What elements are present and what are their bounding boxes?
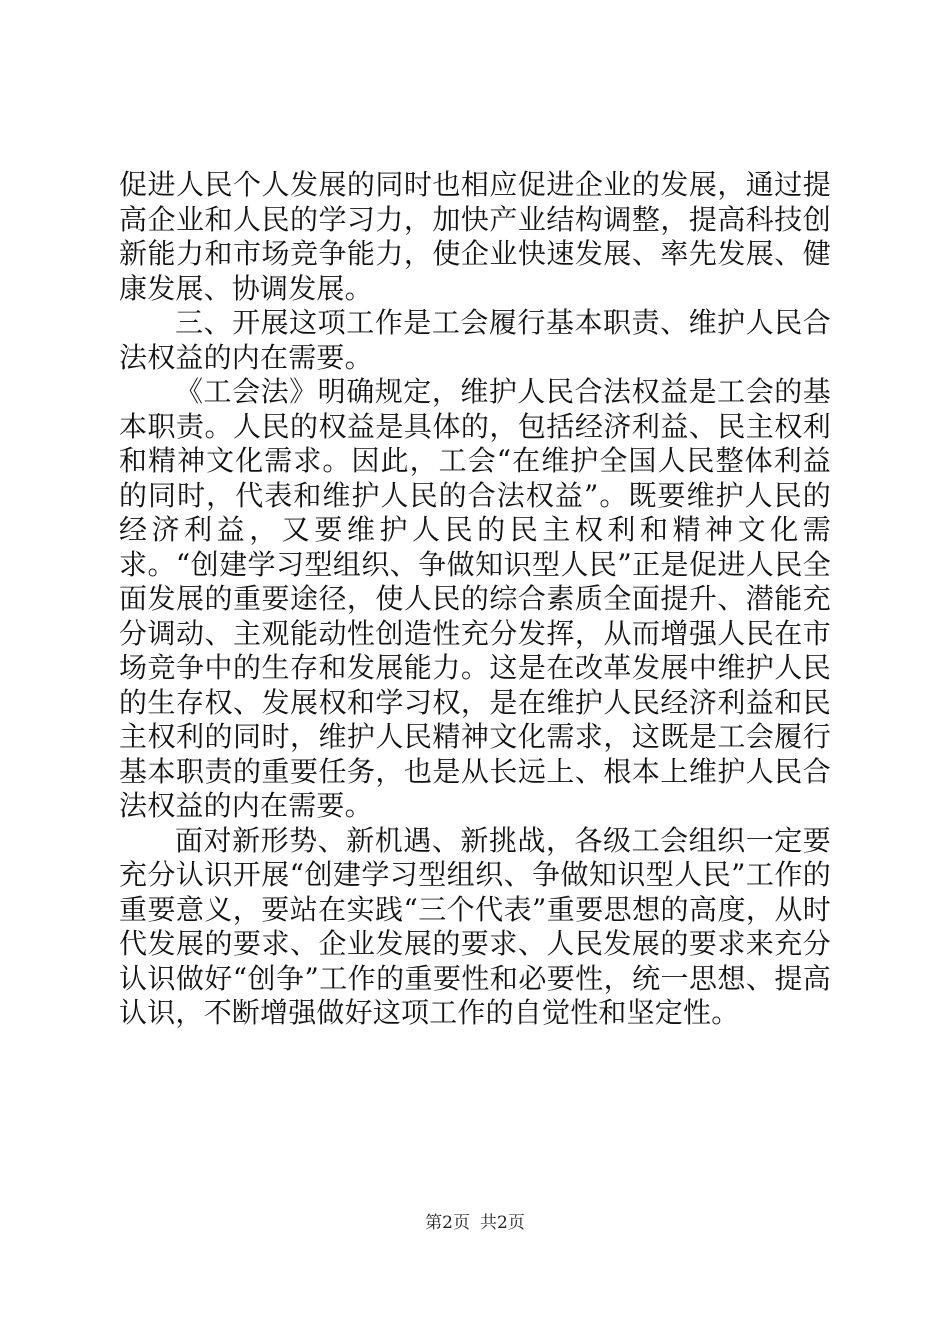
paragraph-2-heading: 三、开展这项工作是工会履行基本职责、维护人民合法权益的内在需要。 <box>119 306 831 374</box>
paragraph-1: 促进人民个人发展的同时也相应促进企业的发展，通过提高企业和人民的学习力，加快产业结构调整，提高科技创新能力和市场竞争能力，使企业快速发展、率先发展、健康发展、协调发展。 <box>119 168 831 305</box>
page-footer <box>0 1212 950 1234</box>
page-total: 共2页 <box>480 1213 525 1233</box>
document-body <box>119 168 831 1031</box>
page-number: 第2页 <box>425 1213 470 1233</box>
paragraph-4: 面对新形势、新机遇、新挑战，各级工会组织一定要充分认识开展“创建学习型组织、争做知识型人民”工作的重要意义，要站在实践“三个代表”重要思想的高度，从时代发展的要求、企业发展的要求、人民发展的要求来充分认识做好“创争”工作的重要性和必要性，统一思想、提高认识，不断增强做好这项工作的自觉性和坚定性。 <box>119 823 831 1029</box>
paragraph-3: 《工会法》明确规定，维护人民合法权益是工会的基本职责。人民的权益是具体的，包括经济利益、民主权利和精神文化需求。因此，工会“在维护全国人民整体利益的同时，代表和维护人民的合法权益”。既要维护人民的经济利益，又要维护人民的民主权利和精神文化需求。“创建学习型组织、争做知识型人民”正是促进人民全面发展的重要途径，使人民的综合素质全面提升、潜能充分调动、主观能动性创造性充分发挥，从而增强人民在市场竞争中的生存和发展能力。这是在改革发展中维护人民的生存权、发展权和学习权，是在维护人民经济利益和民主权利的同时，维护人民精神文化需求，这既是工会履行基本职责的重要任务，也是从长远上、根本上维护人民合法权益的内在需要。 <box>119 375 831 822</box>
